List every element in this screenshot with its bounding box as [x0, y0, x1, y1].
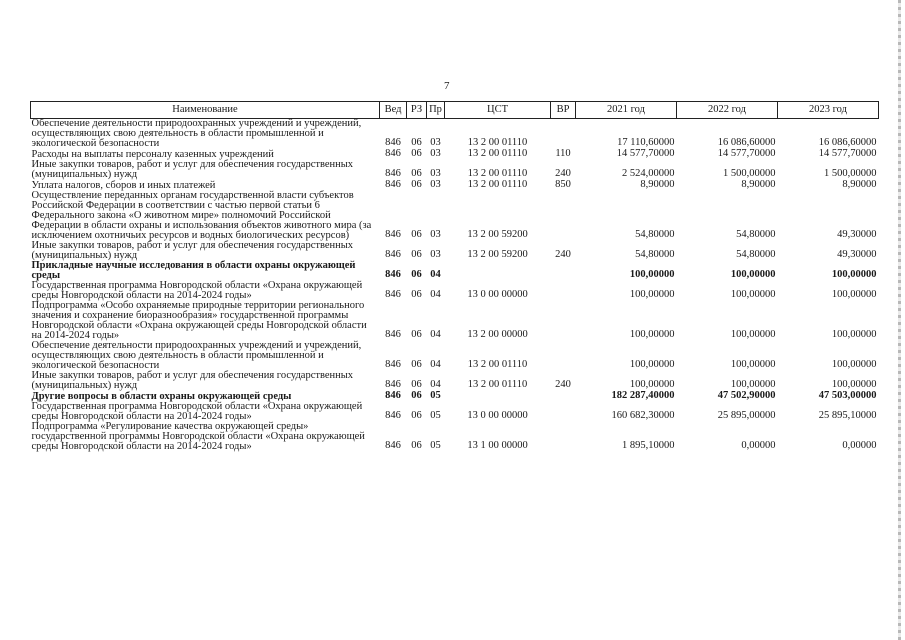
cell-2022: 100,00000 — [730, 329, 776, 340]
cell-vr — [551, 301, 576, 341]
cell-pr: 04 — [430, 359, 441, 370]
cell-rz: 06 — [411, 168, 422, 179]
cell-rz: 06 — [411, 329, 422, 340]
cell-2023: 47 503,00000 — [818, 390, 877, 401]
cell-vr: 240 — [555, 168, 571, 179]
table-row — [31, 422, 879, 452]
cell-rz: 06 — [411, 179, 422, 190]
table-row — [31, 301, 879, 341]
cell-pr: 04 — [430, 329, 441, 340]
cell-2022: 8,90000 — [741, 179, 776, 190]
cell-2021: 1 895,10000 — [622, 440, 675, 451]
cell-cst: 13 1 00 00000 — [467, 440, 528, 451]
cell-2021: 54,80000 — [635, 249, 675, 260]
cell-2023: 100,00000 — [831, 379, 877, 390]
cell-2021: 8,90000 — [640, 179, 675, 190]
header-2022: 2022 год — [677, 102, 778, 119]
cell-vr — [551, 422, 576, 452]
cell-cst: 13 2 00 01110 — [467, 379, 528, 390]
cell-2022: 1 500,00000 — [723, 168, 776, 179]
cell-vr: 240 — [555, 379, 571, 390]
cell-2021: 100,00000 — [629, 329, 675, 340]
header-pr: Пр — [427, 102, 445, 119]
cell-pr: 03 — [430, 179, 441, 190]
table-row — [31, 281, 879, 301]
cell-2023: 100,00000 — [831, 329, 877, 340]
cell-2022: 100,00000 — [730, 289, 776, 300]
table-row — [31, 191, 879, 241]
cell-name: Расходы на выплаты персоналу казенных учреждений — [31, 149, 274, 160]
cell-name: Иные закупки товаров, работ и услуг для обеспечения государственных (муниципальных) нужд — [31, 159, 354, 180]
cell-2022: 25 895,00000 — [717, 410, 776, 421]
cell-2021: 100,00000 — [629, 359, 675, 370]
cell-ved: 846 — [385, 289, 401, 300]
cell-2022: 14 577,70000 — [717, 148, 776, 159]
cell-ved: 846 — [385, 179, 401, 190]
cell-2023: 8,90000 — [842, 179, 877, 190]
cell-pr: 05 — [430, 390, 441, 401]
cell-2021: 17 110,60000 — [617, 137, 675, 148]
cell-ved: 846 — [385, 390, 401, 401]
cell-2021: 54,80000 — [635, 229, 675, 240]
cell-pr: 03 — [430, 168, 441, 179]
cell-vr — [551, 402, 576, 422]
cell-pr: 05 — [430, 410, 441, 421]
cell-rz: 06 — [411, 148, 422, 159]
header-ved: Вед — [380, 102, 407, 119]
cell-2023: 100,00000 — [831, 289, 877, 300]
cell-cst: 13 2 00 59200 — [467, 229, 528, 240]
cell-ved: 846 — [385, 148, 401, 159]
cell-vr — [551, 341, 576, 371]
cell-name: Государственная программа Новгородской области «Охрана окружающей среды Новгородской области на 2014-2024 годы» — [31, 280, 363, 301]
cell-rz: 06 — [411, 390, 422, 401]
cell-cst: 13 2 00 01110 — [467, 359, 528, 370]
cell-2021: 182 287,40000 — [611, 390, 675, 401]
cell-2023: 1 500,00000 — [824, 168, 877, 179]
cell-pr: 04 — [430, 269, 441, 280]
budget-table — [30, 101, 879, 452]
cell-cst: 13 0 00 00000 — [467, 410, 528, 421]
header-2023: 2023 год — [778, 102, 879, 119]
cell-rz: 06 — [411, 229, 422, 240]
cell-2023: 25 895,10000 — [818, 410, 877, 421]
cell-ved: 846 — [385, 249, 401, 260]
cell-rz: 06 — [411, 289, 422, 300]
cell-2021: 14 577,70000 — [616, 148, 675, 159]
cell-pr: 04 — [430, 379, 441, 390]
cell-2023: 100,00000 — [831, 359, 877, 370]
cell-2022: 100,00000 — [730, 359, 776, 370]
cell-cst: 13 0 00 00000 — [467, 289, 528, 300]
table-row — [31, 160, 879, 180]
cell-ved: 846 — [385, 379, 401, 390]
cell-2021: 2 524,00000 — [622, 168, 675, 179]
cell-vr — [551, 391, 576, 402]
cell-2023: 0,00000 — [842, 440, 877, 451]
cell-name: Прикладные научные исследования в области охраны окружающей среды — [31, 260, 356, 281]
header-name: Наименование — [31, 102, 380, 119]
header-rz: РЗ — [407, 102, 427, 119]
cell-2021: 100,00000 — [629, 289, 675, 300]
cell-name: Другие вопросы в области охраны окружающей среды — [31, 391, 292, 402]
scan-edge-artifact — [898, 0, 901, 640]
cell-2022: 100,00000 — [730, 379, 776, 390]
table-row — [31, 402, 879, 422]
cell-name: Обеспечение деятельности природоохранных учреждений и учреждений, осуществляющих свою деятельность в области промышленной и экологической безопасности — [31, 118, 362, 149]
cell-2021: 100,00000 — [629, 379, 675, 390]
header-vr: ВР — [551, 102, 576, 119]
table-row — [31, 119, 879, 150]
cell-2021: 100,00000 — [629, 269, 675, 280]
cell-cst: 13 2 00 01110 — [467, 179, 528, 190]
cell-name: Государственная программа Новгородской области «Охрана окружающей среды Новгородской области на 2014-2024 годы» — [31, 401, 363, 422]
cell-vr — [551, 191, 576, 241]
cell-ved: 846 — [385, 269, 401, 280]
table-body — [31, 119, 879, 453]
cell-cst: 13 2 00 59200 — [467, 249, 528, 260]
cell-ved: 846 — [385, 410, 401, 421]
cell-ved: 846 — [385, 329, 401, 340]
cell-vr: 240 — [555, 249, 571, 260]
cell-name: Иные закупки товаров, работ и услуг для обеспечения государственных (муниципальных) нужд — [31, 370, 354, 391]
cell-2022: 54,80000 — [736, 229, 776, 240]
cell-cst: 13 2 00 00000 — [467, 329, 528, 340]
cell-pr: 05 — [430, 440, 441, 451]
table-header-row — [31, 102, 879, 119]
table-row — [31, 261, 879, 281]
cell-vr: 850 — [555, 179, 571, 190]
cell-pr: 04 — [430, 289, 441, 300]
cell-cst: 13 2 00 01110 — [467, 137, 528, 148]
header-cst: ЦСТ — [445, 102, 551, 119]
cell-ved: 846 — [385, 440, 401, 451]
cell-pr: 03 — [430, 249, 441, 260]
cell-pr: 03 — [430, 148, 441, 159]
cell-vr: 110 — [555, 148, 571, 159]
cell-rz: 06 — [411, 269, 422, 280]
cell-vr — [551, 281, 576, 301]
table-row — [31, 371, 879, 391]
cell-rz: 06 — [411, 440, 422, 451]
cell-pr: 03 — [430, 229, 441, 240]
cell-2022: 0,00000 — [741, 440, 776, 451]
cell-vr — [551, 119, 576, 150]
cell-vr — [551, 261, 576, 281]
cell-rz: 06 — [411, 137, 422, 148]
cell-2022: 16 086,60000 — [717, 137, 776, 148]
table-row — [31, 241, 879, 261]
cell-cst — [445, 261, 551, 281]
cell-name: Осуществление переданных органам государственной власти субъектов Российской Федерации в соответствии с частью первой статьи 6 Федерального закона «О животном мире» полномочий Российской Федерации в области охраны и использования объектов животного мира (за исключением охотничьих ресурсов и водных биологических ресурсов) — [31, 190, 372, 241]
cell-rz: 06 — [411, 379, 422, 390]
cell-name: Обеспечение деятельности природоохранных учреждений и учреждений, осуществляющих свою деятельность в области промышленной и экологической безопасности — [31, 340, 362, 371]
cell-2021: 160 682,30000 — [611, 410, 675, 421]
cell-rz: 06 — [411, 249, 422, 260]
cell-2023: 49,30000 — [837, 249, 877, 260]
cell-2023: 100,00000 — [831, 269, 877, 280]
cell-2023: 14 577,70000 — [818, 148, 877, 159]
cell-name: Уплата налогов, сборов и иных платежей — [31, 180, 216, 191]
cell-cst — [445, 391, 551, 402]
cell-name: Подпрограмма «Особо охраняемые природные территории регионального значения и сохранение биоразнообразия» государственной программы Новгородской области «Охрана окружающей среды Новгородской области на 2014-2024 годы» — [31, 300, 367, 341]
cell-ved: 846 — [385, 137, 401, 148]
header-2021: 2021 год — [576, 102, 677, 119]
cell-ved: 846 — [385, 168, 401, 179]
cell-2022: 54,80000 — [736, 249, 776, 260]
cell-rz: 06 — [411, 410, 422, 421]
cell-ved: 846 — [385, 229, 401, 240]
cell-name: Подпрограмма «Регулирование качества окружающей среды» государственной программы Новгородской области «Охрана окружающей среды Новгородской области на 2014-2024 годы» — [31, 421, 365, 452]
cell-name: Иные закупки товаров, работ и услуг для обеспечения государственных (муниципальных) нужд — [31, 240, 354, 261]
cell-cst: 13 2 00 01110 — [467, 148, 528, 159]
page-number: 7 — [444, 80, 450, 92]
table-row — [31, 341, 879, 371]
cell-2022: 100,00000 — [730, 269, 776, 280]
cell-ved: 846 — [385, 359, 401, 370]
cell-2022: 47 502,90000 — [717, 390, 776, 401]
cell-2023: 49,30000 — [837, 229, 877, 240]
cell-cst: 13 2 00 01110 — [467, 168, 528, 179]
cell-2023: 16 086,60000 — [818, 137, 877, 148]
cell-rz: 06 — [411, 359, 422, 370]
cell-pr: 03 — [430, 137, 441, 148]
